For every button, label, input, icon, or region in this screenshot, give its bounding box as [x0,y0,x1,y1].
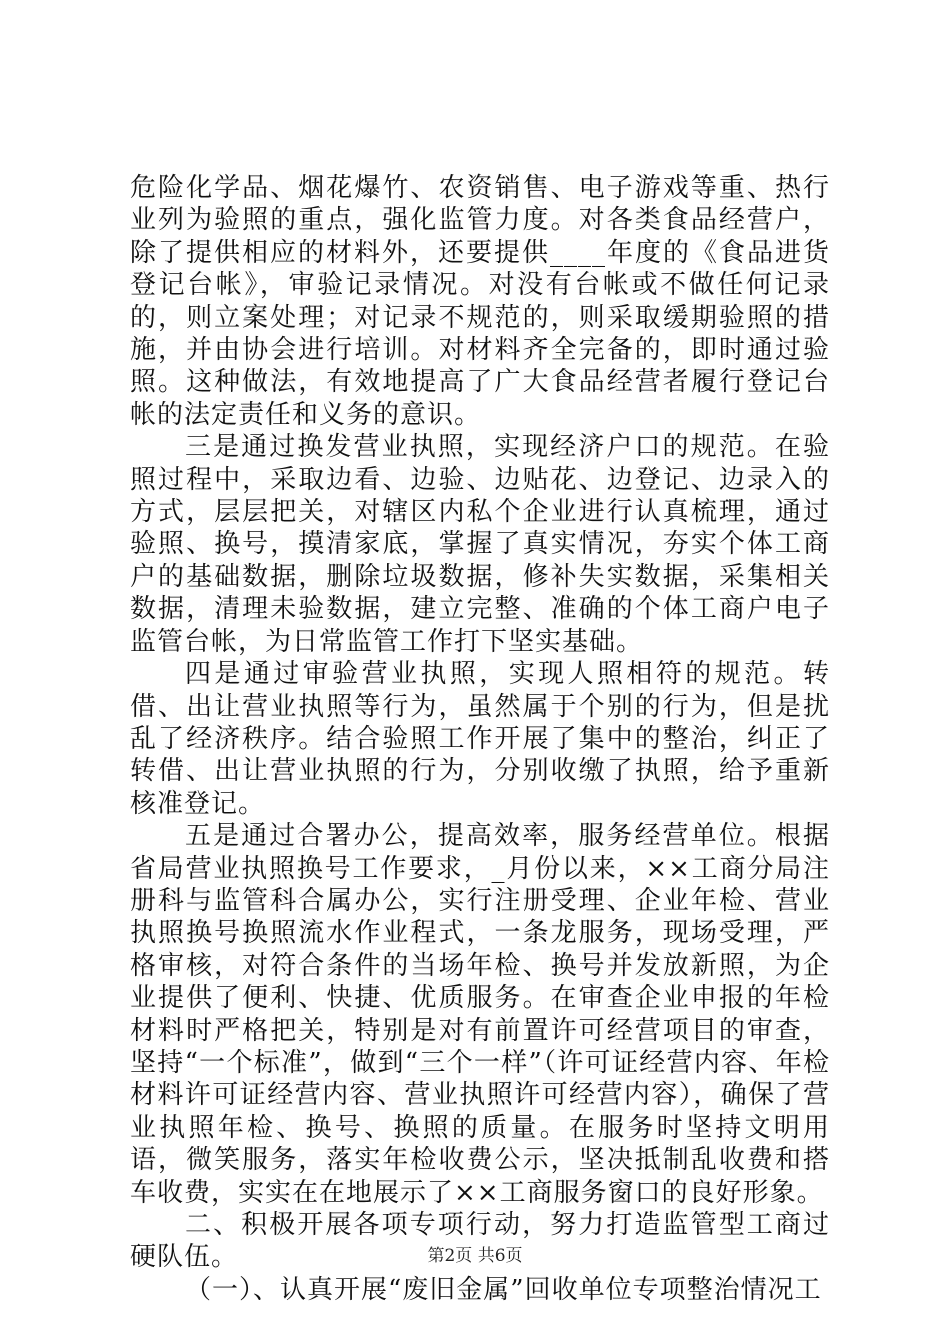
paragraph-6: （一）、认真开展“废旧金属”回收单位专项整治情况工 [185,1274,822,1305]
page-footer: 第2页 共6页 [427,1246,523,1266]
document-body [130,172,830,1306]
paragraph-4: 五是通过合署办公，提高效率，服务经营单位。根据省局营业执照换号工作要求，_月份以来，××工商分局注册科与监管科合属办公，实行注册受理、企业年检、营业执照换号换照流水作业程式，一条龙服务，现场受理，严格审核，对符合条件的当场年检、换号并发放新照，为企业提供了便利、快捷、优质服务。在审查企业申报的年检材料时严格把关，特别是对有前置许可经营项目的审查，坚持“一个标准”，做到“三个一样”（许可证经营内容、年检材料许可证经营内容、营业执照许可经营内容），确保了营业执照年检、换号、换照的质量。在服务时坚持文明用语，微笑服务，落实年检收费公示，坚决抵制乱收费和搭车收费，实实在在地展示了××工商服务窗口的良好形象。 [130,821,830,1208]
paragraph-1: 危险化学品、烟花爆竹、农资销售、电子游戏等重、热行业列为验照的重点，强化监管力度。对各类食品经营户，除了提供相应的材料外，还要提供____年度的《食品进货登记台帐》，审验记录情况。对没有台帐或不做任何记录的，则立案处理；对记录不规范的，则采取缓期验照的措施，并由协会进行培训。对材料齐全完备的，即时通过验照。这种做法，有效地提高了广大食品经营者履行登记台帐的法定责任和义务的意识。 [130,173,830,430]
paragraph-2: 三是通过换发营业执照，实现经济户口的规范。在验照过程中，采取边看、边验、边贴花、边登记、边录入的方式，层层把关，对辖区内私个企业进行认真梳理，通过验照、换号，摸清家底，掌握了真实情况，夯实个体工商户的基础数据，删除垃圾数据，修补失实数据，采集相关数据，清理未验数据，建立完整、准确的个体工商户电子监管台帐，为日常监管工作打下坚实基础。 [130,432,830,657]
paragraph-3: 四是通过审验营业执照，实现人照相符的规范。转借、出让营业执照等行为，虽然属于个别的行为，但是扰乱了经济秩序。结合验照工作开展了集中的整治，纠正了转借、出让营业执照的行为，分别收缴了执照，给予重新核准登记。 [130,659,830,819]
paragraph-5: 二、积极开展各项专项行动，努力打造监管型工商过硬队伍。 [130,1210,830,1273]
